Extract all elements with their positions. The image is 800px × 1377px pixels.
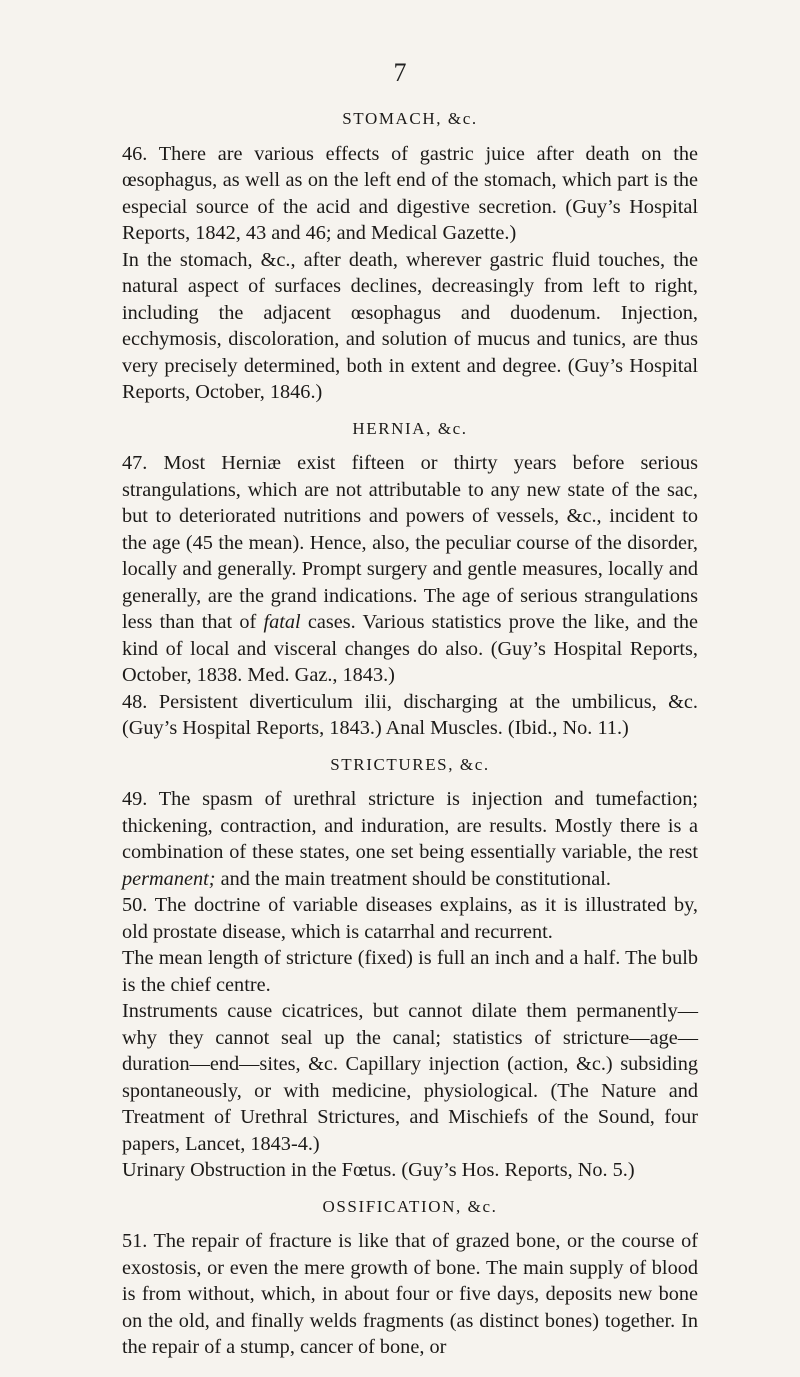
paragraph-48: 48. Persistent diverticulum ilii, discharging at the umbilicus, &c. (Guy’s Hospital Reports, 1843.) Anal Muscles. (Ibid., No. 11.) — [122, 690, 698, 739]
paragraph-47-tail: cases. Various statistics prove the like, and the kind of local and visceral changes do also. (Guy’s Hospital Reports, October, 1838. Med. Gaz., 1843.) — [122, 611, 698, 686]
page-body — [122, 106, 698, 1361]
paragraph-50: 50. The doctrine of variable diseases explains, as it is illustrated by, old prostate disease, which is catarrhal and recurrent. — [122, 894, 698, 943]
paragraph-47-emphasis: fatal — [263, 611, 301, 633]
section-heading-hernia: HERNIA, &c. — [352, 418, 468, 438]
paragraph-49-text: 49. The spasm of urethral stricture is injection and tumefaction; thickening, contraction, and induration, are results. Mostly there is a combination of these states, one set being essentially variable, the rest — [122, 788, 698, 863]
section-heading-strictures: STRICTURES, &c. — [330, 754, 490, 774]
paragraph-46-continued: In the stomach, &c., after death, wherever gastric fluid touches, the natural aspect of surfaces declines, decreasingly from left to right, including the adjacent œsophagus and duodenum. Injection, ecchymosis, discoloration, and solution of mucus and tunics, are thus very precisely determined, both in extent and degree. (Guy’s Hospital Reports, October, 1846.) — [122, 248, 698, 403]
paragraph-47 — [122, 450, 698, 689]
paragraph-47-text: 47. Most Herniæ exist fifteen or thirty years before serious strangulations, which are not attributable to any new state of the sac, but to deteriorated nutritions and powers of vessels, &c., incident to the age (45 the mean). Hence, also, the peculiar course of the disorder, locally and generally. Prompt surgery and gentle measures, locally and generally, are the grand indications. The age of serious strangulations less than that of — [122, 452, 698, 633]
paragraph-49-tail: and the main treatment should be constitutional. — [215, 867, 611, 890]
paragraph-49-emphasis: permanent; — [122, 867, 216, 890]
paragraph-urinary-obstruction: Urinary Obstruction in the Fœtus. (Guy’s Hos. Reports, No. 5.) — [122, 1159, 635, 1181]
section-heading-stomach: STOMACH, &c. — [342, 109, 478, 128]
paragraph-stricture-length: The mean length of stricture (fixed) is full an inch and a half. The bulb is the chief centre. — [122, 947, 698, 996]
paragraph-49 — [122, 786, 698, 892]
section-heading-ossification: OSSIFICATION, &c. — [322, 1196, 498, 1216]
paragraph-46: 46. There are various effects of gastric juice after death on the œsophagus, as well as on the left end of the stomach, which part is the especial source of the acid and digestive secretion. (Guy’s Hospital Reports, 1842, 43 and 46; and Medical Gazette.) — [122, 142, 698, 244]
paragraph-instruments: Instruments cause cicatrices, but cannot dilate them permanently—why they cannot seal up the canal; statistics of stricture—age—duration—end—sites, &c. Capillary injection (action, &c.) subsiding spontaneously, or with medicine, physiological. (The Nature and Treatment of Urethral Strictures, and Mischiefs of the Sound, four papers, Lancet, 1843-4.) — [122, 1000, 698, 1155]
paragraph-51: 51. The repair of fracture is like that of grazed bone, or the course of exostosis, or even the mere growth of bone. The main supply of blood is from without, which, in about four or five days, deposits new bone on the old, and finally welds fragments (as distinct bones) together. In the repair of a stump, cancer of bone, or — [122, 1230, 698, 1358]
page-number: 7 — [393, 58, 407, 87]
